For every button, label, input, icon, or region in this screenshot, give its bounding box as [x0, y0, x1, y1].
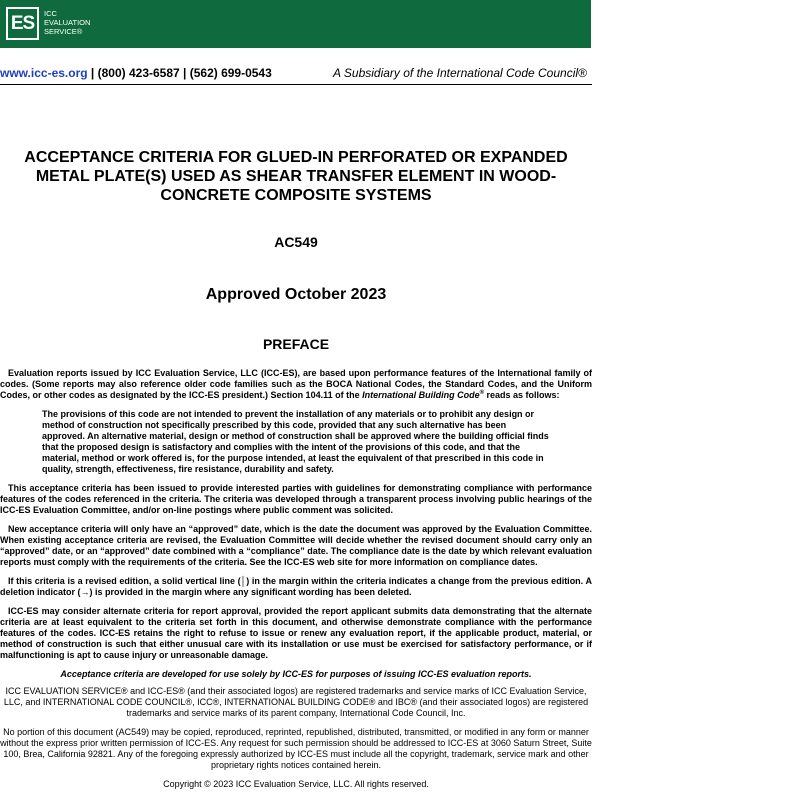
title-line: ACCEPTANCE CRITERIA FOR GLUED-IN PERFORATED OR EXPANDED — [24, 149, 568, 166]
paragraph-text: reads as follows: — [484, 390, 560, 400]
ibc-title: International Building Code — [362, 390, 480, 400]
icc-es-logo[interactable] — [6, 7, 39, 40]
separator: | — [87, 66, 98, 80]
separator: | — [179, 66, 190, 80]
code-quote: The provisions of this code are not intended to prevent the installation of any materials or to prohibit any design or method of construction not specifically prescribed by this code, provided that any such alternative has been approved. An alternative material, design or method of construction shall be approved where the building official finds that the proposed design is satisfactory and complies with the intent of the provisions of this code, and that the material, method or work offered is, for the purpose intended, at least the equivalent of that prescribed in this code in quality, strength, effectiveness, fire resistance, durability and safety. — [42, 409, 549, 474]
preface-heading: PREFACE — [262, 336, 330, 352]
paragraph-alternate: ICC-ES may consider alternate criteria for report approval, provided the report applicant submits data demonstrating that the alternate criteria are at least equivalent to the criteria set forth in this document, and otherwise demonstrate compliance with the performance features of the codes. ICC-ES retains the right to refuse to issue or renew any evaluation report, if the applicable product, material, or method of construction is such that either unusual care with its installation or use must be exercised for satisfactory performance, or if malfunctioning is apt to cause injury or unreasonable damage. — [0, 606, 592, 660]
contact-bar — [0, 64, 600, 84]
phone-number-1[interactable]: (800) 423-6587 — [97, 66, 180, 80]
paragraph-intro: Evaluation reports issued by ICC Evaluation Service, LLC (ICC-ES), are based upon performance features of the International family of codes. (Some reports may also reference older code families such as the BOCA National Codes, the Standard Codes, and the Uniform Codes, or other codes as designated by the ICC-ES president.) Section 104.11 of the International Building Code® reads as follows: — [0, 368, 592, 400]
criteria-code: AC549 — [274, 234, 318, 250]
logo-line: EVALUATION — [44, 18, 91, 27]
paragraph-text: Evaluation reports issued by ICC Evaluation Service, LLC (ICC-ES), are based upon performance features of the International family of codes. (Some reports may also reference older code families such as the BOCA National Codes, the Standard Codes, and the Uniform Codes, or other codes as designated by the ICC-ES president.) Section 104.11 of the — [0, 368, 592, 400]
copy-notice: No portion of this document (AC549) may be copied, reproduced, reprinted, republished, distributed, transmitted, or modified in any form or manner without the express prior written permission of ICC-ES. Any request for such permission should be addressed to ICC-ES at 3060 Saturn Street, Suite 100, Brea, California 92821. Any of the foregoing expressly authorized by ICC-ES must include all the copyright, trademark, service mark and other proprietary rights notices contained herein. — [0, 727, 592, 770]
logo-line: SERVICE® — [44, 27, 83, 36]
usage-note: Acceptance criteria are developed for use solely by ICC-ES for purposes of issuing ICC-ES evaluation reports. — [60, 669, 532, 679]
document-title — [0, 148, 592, 205]
paragraph-dates: New acceptance criteria will only have an “approved” date, which is the date the document was approved by the Evaluation Committee. When existing acceptance criteria are revised, the Evaluation Committee will decide whether the revised document should carry only an “approved” date, or an “approved” date combined with a “compliance” date. The compliance date is the date by which relevant evaluation reports must comply with the requirements of the criteria. See the ICC-ES web site for more information on compliance dates. — [0, 524, 592, 567]
header-banner — [0, 0, 591, 48]
title-line: CONCRETE COMPOSITE SYSTEMS — [160, 187, 432, 204]
paragraph-purpose: This acceptance criteria has been issued to provide interested parties with guidelines for demonstrating compliance with performance features of the codes referenced in the criteria. The criteria was developed through a transparent process involving public hearings of the ICC-ES Evaluation Committee, and/or on-line postings where public comment was solicited. — [0, 483, 592, 515]
copyright-line: Copyright © 2023 ICC Evaluation Service, LLC. All rights reserved. — [163, 779, 429, 789]
phone-number-2[interactable]: (562) 699-0543 — [189, 66, 272, 80]
preface-body — [0, 368, 592, 790]
logo-wordmark — [44, 9, 90, 36]
header-divider — [0, 84, 592, 85]
title-line: METAL PLATE(S) USED AS SHEAR TRANSFER ELEMENT IN WOOD- — [35, 168, 557, 185]
subsidiary-tagline: A Subsidiary of the International Code Council® — [333, 66, 587, 80]
trademark-notice: ICC EVALUATION SERVICE® and ICC-ES® (and their associated logos) are registered trademarks and service marks of ICC Evaluation Service, LLC, and INTERNATIONAL CODE COUNCIL®, ICC®, INTERNATIONAL BUILDING CODE® and IBC® (and their associated logos) are registered trademarks and service marks of its parent company, International Code Council, Inc. — [3, 686, 589, 718]
paragraph-revisions: If this criteria is a revised edition, a solid vertical line (│) in the margin within the criteria indicates a change from the previous edition. A deletion indicator (→) is provided in the margin where any significant wording has been deleted. — [0, 576, 592, 597]
website-link[interactable]: www.icc-es.org — [0, 66, 88, 80]
logo-line: ICC — [44, 9, 57, 18]
logo-mark: ES — [10, 13, 35, 34]
approval-date: Approved October 2023 — [205, 286, 387, 303]
